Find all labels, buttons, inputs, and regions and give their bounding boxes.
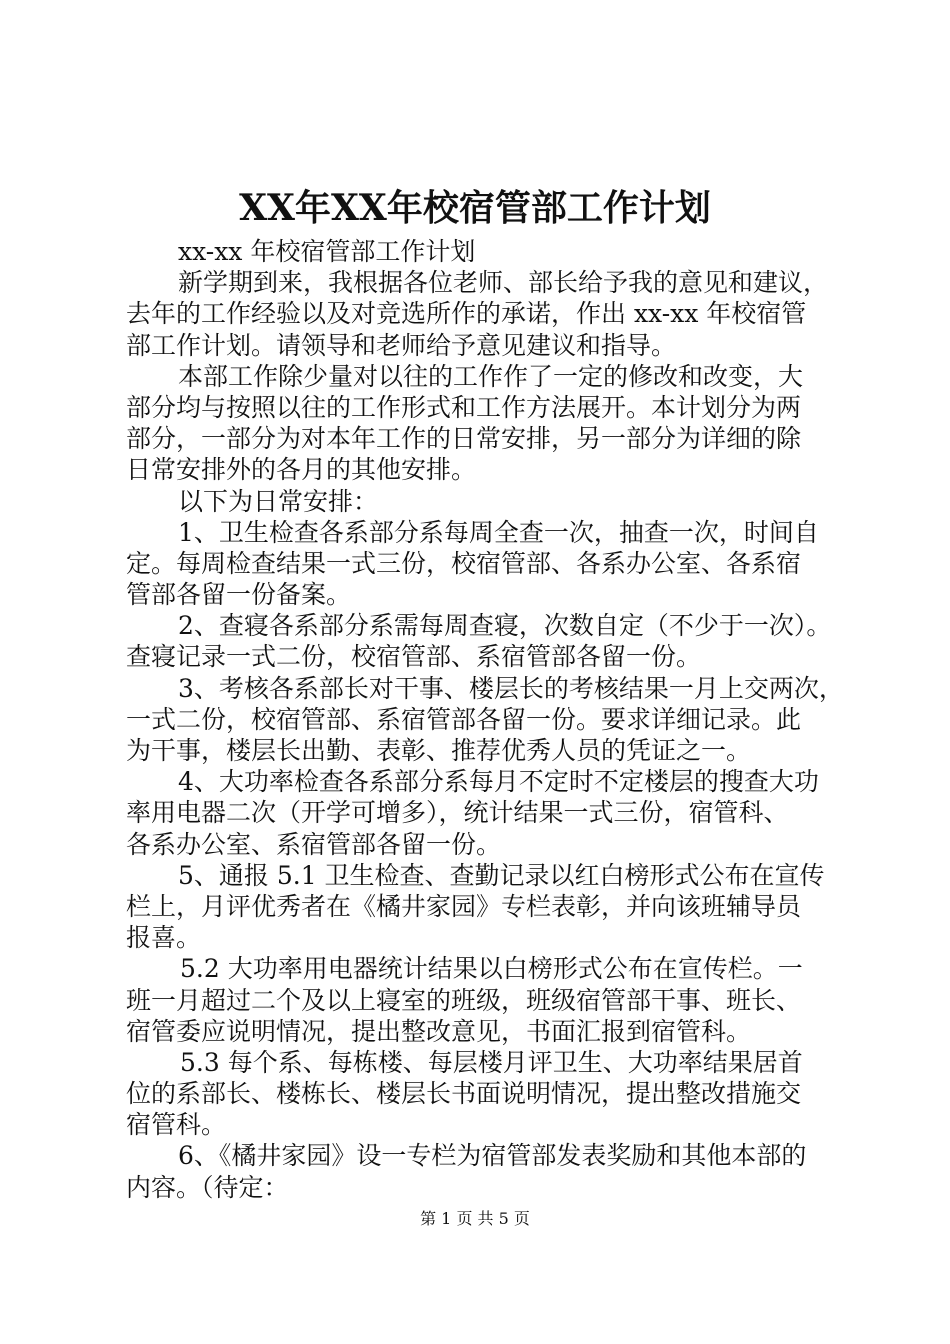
paragraph-line: 部分，一部分为对本年工作的日常安排，另一部分为详细的除	[126, 424, 802, 454]
paragraph-line: 班一月超过二个及以上寝室的班级，班级宿管部干事、班长、	[126, 985, 802, 1015]
paragraph-line: 为干事，楼层长出勤、表彰、推荐优秀人员的凭证之一。	[126, 736, 752, 765]
paragraph-line: 6、《橘井家园》设一专栏为宿管部发表奖励和其他本部的	[178, 1141, 807, 1171]
paragraph-line: 3、考核各系部长对干事、楼层长的考核结果一月上交两次，	[178, 673, 844, 703]
paragraph-line: 去年的工作经验以及对竞选所作的承诺，作出 xx-xx 年校宿管	[126, 299, 807, 329]
paragraph-line: 2、查寝各系部分系需每周查寝，次数自定（不少于一次）。	[178, 611, 832, 641]
paragraph-line: 报喜。	[126, 923, 202, 953]
paragraph-line: 部工作计划。请领导和老师给予意见建议和指导。	[126, 330, 677, 360]
paragraph-line: 位的系部长、楼栋长、楼层长书面说明情况，提出整改措施交	[126, 1079, 802, 1109]
paragraph-line: 日常安排外的各月的其他安排。	[126, 455, 477, 485]
paragraph-line: 栏上，月评优秀者在《橘井家园》专栏表彰，并向该班辅导员	[126, 891, 802, 921]
paragraph-line: 宿管科。	[126, 1110, 227, 1140]
paragraph-line: 1、卫生检查各系部分系每周全查一次，抽查一次，时间自	[178, 517, 819, 547]
paragraph-line: 5.3 每个系、每栋楼、每层楼月评卫生、大功率结果居首	[180, 1047, 803, 1077]
document-body	[126, 236, 844, 1203]
paragraph-line: 管部各留一份备案。	[126, 580, 352, 610]
paragraph-line: 查寝记录一式二份，校宿管部、系宿管部各留一份。	[126, 642, 702, 672]
paragraph-line: 内容。（待定：	[126, 1172, 289, 1202]
paragraph-line: 定。每周检查结果一式三份，校宿管部、各系办公室、各系宿	[126, 548, 802, 578]
paragraph-line: 以下为日常安排：	[178, 486, 379, 516]
paragraph-line: 本部工作除少量对以往的工作作了一定的修改和改变，大	[178, 361, 804, 391]
page-title: XX年XX年校宿管部工作计划	[239, 187, 711, 229]
page-footer: 第 1 页 共 5 页	[420, 1209, 530, 1228]
paragraph-line: 率用电器二次（开学可增多），统计结果一式三份，宿管科、	[126, 798, 789, 828]
paragraph-line: 各系办公室、系宿管部各留一份。	[126, 829, 502, 859]
paragraph-line: 一式二份，校宿管部、系宿管部各留一份。要求详细记录。此	[126, 704, 802, 734]
paragraph-line: 新学期到来，我根据各位老师、部长给予我的意见和建议，	[178, 268, 829, 298]
paragraph-line: 4、大功率检查各系部分系每月不定时不定楼层的搜查大功	[178, 767, 819, 797]
paragraph-line: 5、通报 5.1 卫生检查、查勤记录以红白榜形式公布在宣传	[178, 860, 825, 890]
paragraph-line: 5.2 大功率用电器统计结果以白榜形式公布在宣传栏。一	[180, 954, 803, 984]
paragraph-line: 部分均与按照以往的工作形式和工作方法展开。本计划分为两	[126, 392, 802, 422]
subtitle-line: xx-xx 年校宿管部工作计划	[178, 237, 476, 266]
paragraph-line: 宿管委应说明情况，提出整改意见，书面汇报到宿管科。	[126, 1016, 752, 1046]
